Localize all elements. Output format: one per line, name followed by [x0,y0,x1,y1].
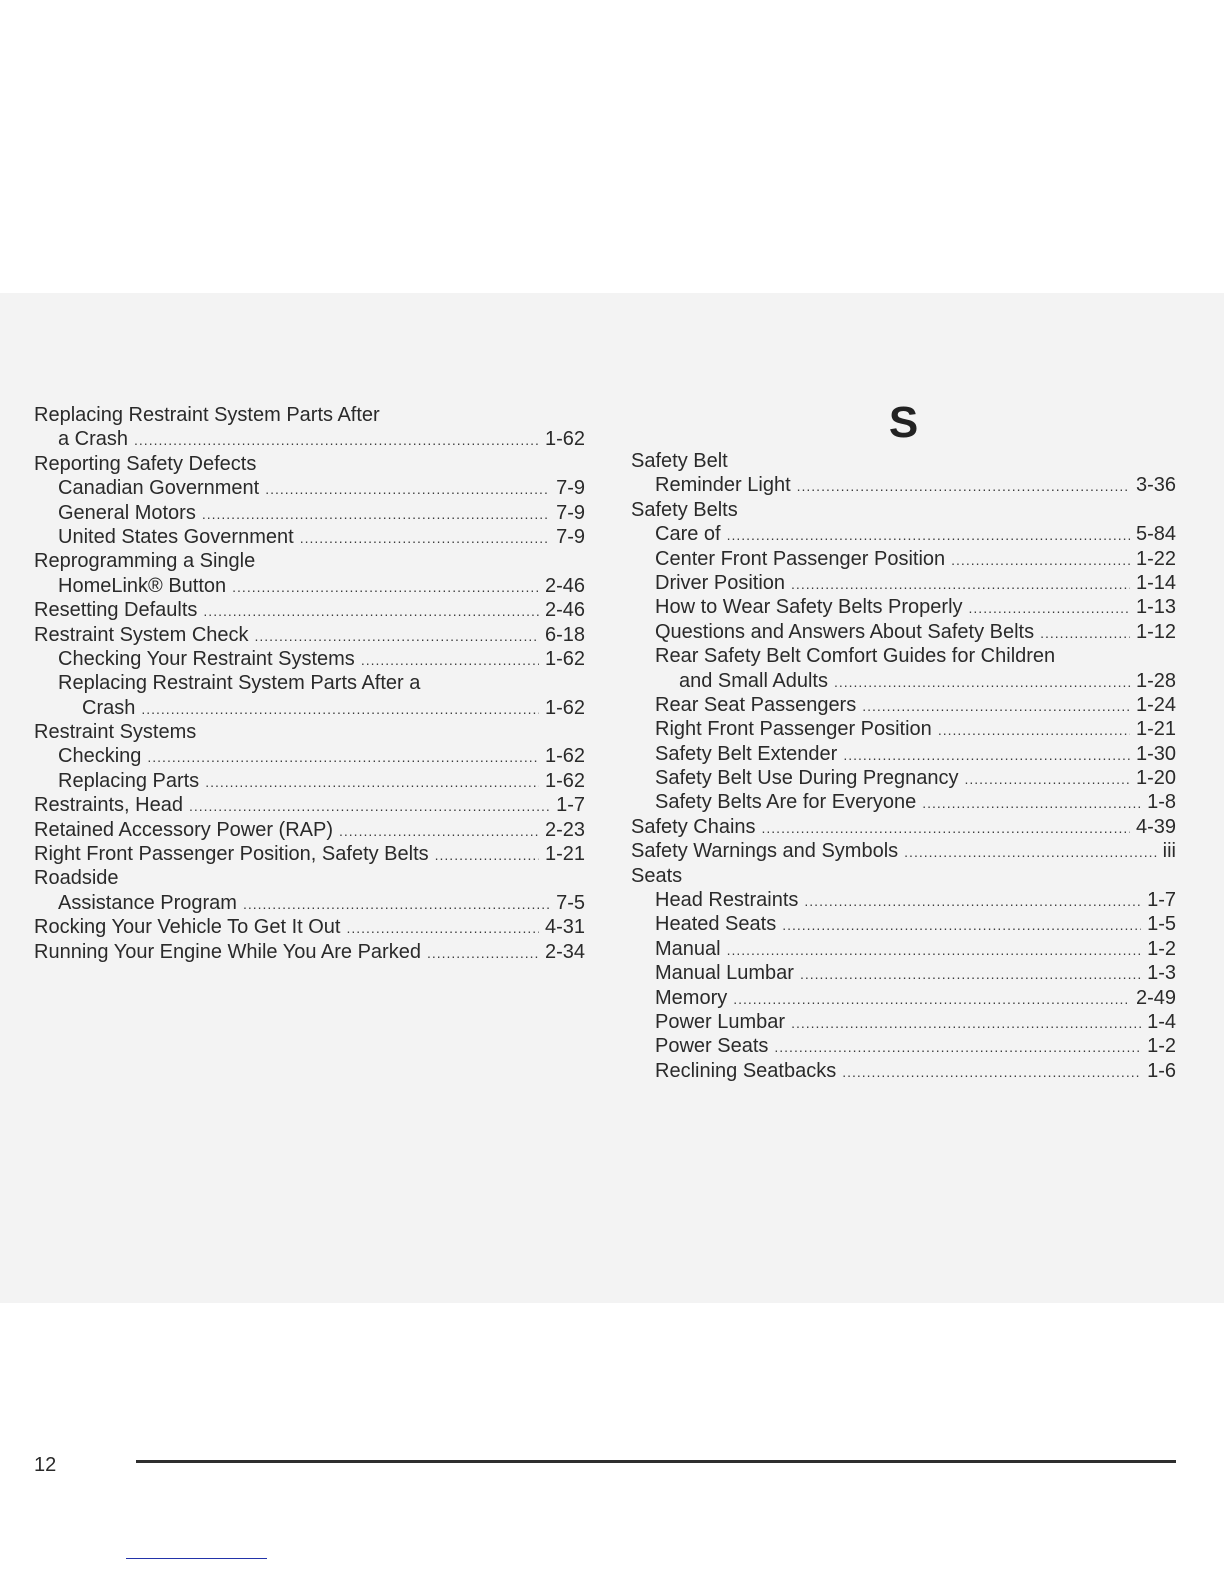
index-entry-text: Restraint Systems [34,721,197,744]
index-entry-text: Rear Safety Belt Comfort Guides for Children [655,645,1056,668]
index-entry-text: Reprogramming a Single [34,550,256,573]
index-entry-text: Questions and Answers About Safety Belts [655,620,1035,643]
index-entry-page: 1-22 [1135,547,1176,570]
index-entry [34,769,585,793]
index-entry-page: 2-49 [1135,986,1176,1009]
index-entry-text: Manual [655,937,721,960]
index-entry-text: Reminder Light [655,474,791,497]
index-entry-text: How to Wear Safety Belts Properly [655,596,963,619]
dot-leader [762,816,1130,840]
index-entry-page: 1-2 [1147,937,1176,960]
index-entry [34,623,585,647]
index-entry [34,403,585,427]
index-entry [34,452,585,476]
index-entry-page: 1-4 [1147,1010,1176,1033]
index-entry [631,912,1176,936]
index-entry-page: 1-28 [1135,669,1176,692]
dot-leader [922,791,1141,815]
dot-leader [1040,621,1130,645]
dot-leader [265,477,550,501]
index-entry-text: Memory [655,986,728,1009]
index-entry [631,864,1176,888]
dot-leader [232,575,539,599]
index-entry [34,915,585,939]
dot-leader [733,987,1130,1011]
dot-leader [842,1060,1141,1084]
index-entry-text: Checking [58,745,142,768]
index-entry [631,620,1176,644]
dot-leader [834,670,1130,694]
dot-leader [205,770,539,794]
index-entry-text: Replacing Parts [58,769,200,792]
index-entry [631,522,1176,546]
dot-leader [361,648,539,672]
index-entry [34,720,585,744]
index-entry [34,647,585,671]
dot-leader [727,938,1141,962]
index-entry-page: 3-36 [1135,474,1176,497]
index-entry-page: 4-31 [544,916,585,939]
dot-leader [843,743,1130,767]
dot-leader [969,596,1130,620]
dot-leader [189,794,550,818]
index-entry-page: 7-9 [556,477,585,500]
footer-rule [136,1460,1176,1463]
index-entry-text: Crash [82,696,136,719]
index-entry-text: Safety Belt Extender [655,742,838,765]
index-entry [34,744,585,768]
index-entry-text: and Small Adults [679,669,828,692]
index-entry-text: United States Government [58,525,294,548]
index-entry [34,671,585,695]
index-page [0,293,1224,1476]
index-entry [631,547,1176,571]
index-entry-text: Care of [655,523,721,546]
index-entry [631,937,1176,961]
dot-leader [147,745,539,769]
index-entry-text: Heated Seats [655,913,777,936]
index-entry [34,696,585,720]
index-entry-page: 1-20 [1135,767,1176,790]
dot-leader [782,913,1141,937]
link-underline[interactable] [126,1558,267,1559]
dot-leader [346,916,538,940]
index-entry-page: 1-30 [1135,742,1176,765]
index-entry-page: 7-5 [556,891,585,914]
index-entry [34,598,585,622]
dot-leader [203,599,539,623]
index-entry-page: 1-24 [1135,693,1176,716]
index-entries-left [34,403,585,964]
index-entry-text: Seats [631,864,683,887]
index-entry [34,525,585,549]
dot-leader [202,502,550,526]
index-entry-page: 1-12 [1135,620,1176,643]
dot-leader [435,843,539,867]
index-entry [631,717,1176,741]
index-entry-page: 1-8 [1147,791,1176,814]
index-entry-page: 1-14 [1135,571,1176,594]
index-entry-text: Center Front Passenger Position [655,547,946,570]
index-entry-text: Restraint System Check [34,623,249,646]
dot-leader [300,526,550,550]
index-entry-page: 1-5 [1147,913,1176,936]
index-entry [34,549,585,573]
index-entry [631,766,1176,790]
index-entry-text: Safety Warnings and Symbols [631,840,899,863]
index-entry-page: 1-62 [544,745,585,768]
index-entry-text: Assistance Program [58,891,237,914]
index-entry-page: 4-39 [1135,815,1176,838]
dot-leader [797,474,1130,498]
index-entry [34,501,585,525]
index-entry [631,449,1176,473]
index-entry-text: Canadian Government [58,477,260,500]
dot-leader [727,523,1130,547]
index-entry-text: Roadside [34,867,119,890]
index-entry-text: General Motors [58,501,196,524]
index-entry-text: Safety Belt Use During Pregnancy [655,767,959,790]
index-entry [631,644,1176,668]
index-entry-page: 2-34 [544,940,585,963]
dot-leader [965,767,1130,791]
dot-leader [951,548,1130,572]
index-entry-page: 1-62 [544,696,585,719]
dot-leader [141,697,539,721]
index-entry-text: Safety Belts [631,498,738,521]
index-entry [631,790,1176,814]
index-entry-text: Resetting Defaults [34,599,198,622]
index-entry [631,986,1176,1010]
index-entry [631,1034,1176,1058]
index-entry [631,595,1176,619]
dot-leader [800,962,1141,986]
index-entry [631,742,1176,766]
index-entry [631,815,1176,839]
dot-leader [339,819,539,843]
index-entry-text: Manual Lumbar [655,962,794,985]
index-entry [631,693,1176,717]
index-entry-page: 1-6 [1147,1059,1176,1082]
index-entry-page: 5-84 [1135,523,1176,546]
index-entry [631,1059,1176,1083]
index-entry-text: Retained Accessory Power (RAP) [34,818,334,841]
index-entry-text: Head Restraints [655,889,799,912]
index-entry [34,427,585,451]
dot-leader [938,718,1130,742]
index-entry [34,842,585,866]
section-letter-heading: S [888,398,919,447]
dot-leader [862,694,1130,718]
index-entry-text: Replacing Restraint System Parts After a [58,672,421,695]
index-entry-text: Right Front Passenger Position [655,718,932,741]
dot-leader [804,889,1141,913]
dot-leader [774,1035,1141,1059]
index-entry-page: 1-21 [1135,718,1176,741]
index-entry-page: 2-46 [544,574,585,597]
index-entry-text: Power Lumbar [655,1010,786,1033]
index-entry-page: 2-46 [544,599,585,622]
index-entry-page: 7-9 [556,525,585,548]
index-entry [34,793,585,817]
index-entry-page: 1-62 [544,769,585,792]
index-entry-page: iii [1162,840,1176,863]
dot-leader [134,428,539,452]
index-entry-page: 1-62 [544,647,585,670]
index-entry-text: Restraints, Head [34,794,183,817]
index-entry-text: Driver Position [655,571,786,594]
index-entry-text: Replacing Restraint System Parts After [34,404,380,426]
index-entry [34,891,585,915]
index-entry-page: 1-7 [1147,889,1176,912]
index-entry [34,866,585,890]
index-entry-page: 1-62 [544,428,585,451]
dot-leader [427,941,539,965]
index-entry-text: Reclining Seatbacks [655,1059,837,1082]
index-entry-text: Rocking Your Vehicle To Get It Out [34,916,341,939]
index-entry-page: 2-23 [544,818,585,841]
dot-leader [243,892,550,916]
index-entry [631,839,1176,863]
index-entry-text: Rear Seat Passengers [655,693,857,716]
index-entry-text: a Crash [58,428,129,451]
index-entry-text: Running Your Engine While You Are Parked [34,940,421,963]
index-entry [631,888,1176,912]
index-entry [631,473,1176,497]
index-entry [631,498,1176,522]
index-entry-text: HomeLink® Button [58,574,227,597]
index-entry-text: Safety Chains [631,815,756,838]
index-entry-text: Power Seats [655,1035,769,1058]
index-entry-page: 1-21 [544,843,585,866]
dot-leader [791,572,1130,596]
index-entry-page: 1-7 [556,794,585,817]
page-number: 12 [34,1454,57,1476]
index-entry-page: 1-2 [1147,1035,1176,1058]
index-entry [631,669,1176,693]
index-entry [631,961,1176,985]
index-entry-page: 1-13 [1135,596,1176,619]
dot-leader [791,1011,1141,1035]
index-entry-text: Safety Belt [631,450,728,472]
index-column-left [34,403,585,964]
index-entry-page: 1-3 [1147,962,1176,985]
index-entry-page: 6-18 [544,623,585,646]
index-entry-text: Right Front Passenger Position, Safety Belts [34,843,429,866]
index-entry [34,476,585,500]
index-entry [34,574,585,598]
index-entry-text: Checking Your Restraint Systems [58,647,355,670]
index-entry [631,571,1176,595]
index-entry [631,1010,1176,1034]
index-entry-text: Reporting Safety Defects [34,452,257,475]
index-entry [34,818,585,842]
index-entry-text: Safety Belts Are for Everyone [655,791,917,814]
index-entry-page: 7-9 [556,501,585,524]
index-column-right [631,403,1176,1083]
index-entry [34,940,585,964]
dot-leader [255,624,539,648]
dot-leader [904,840,1156,864]
index-entries-right [631,449,1176,1083]
